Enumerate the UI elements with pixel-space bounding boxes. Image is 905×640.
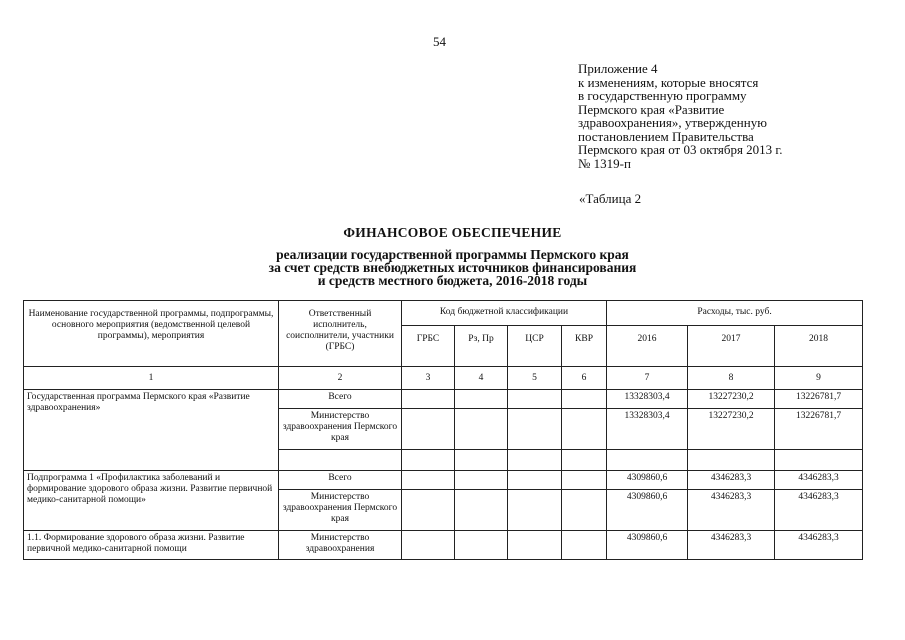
- cell-empty: [508, 471, 562, 490]
- value-2016: 4309860,6: [607, 471, 688, 490]
- cell-empty: [455, 531, 508, 560]
- cell-empty: [508, 450, 562, 471]
- header-rz-pr: Рз, Пр: [455, 326, 508, 367]
- value-2017: 13227230,2: [688, 390, 775, 409]
- cell-empty: [402, 450, 455, 471]
- value-2018: [775, 450, 863, 471]
- value-2018: 13226781,7: [775, 390, 863, 409]
- table-header-row: [24, 301, 863, 326]
- col-number: 8: [688, 367, 775, 390]
- value-2016: [607, 450, 688, 471]
- cell-empty: [562, 531, 607, 560]
- cell-empty: [508, 409, 562, 450]
- cell-empty: [562, 490, 607, 531]
- table-row: [24, 471, 863, 490]
- table-reference: «Таблица 2: [579, 191, 642, 206]
- appendix-line: Пермского края от 03 октября 2013 г.: [578, 142, 783, 157]
- cell-empty: [508, 490, 562, 531]
- cell-empty: [402, 390, 455, 409]
- financing-table: [23, 300, 863, 560]
- value-2018: 4346283,3: [775, 490, 863, 531]
- value-2017: 4346283,3: [688, 531, 775, 560]
- value-2016: 13328303,4: [607, 390, 688, 409]
- appendix-line: к изменениям, которые вносятся: [578, 74, 759, 90]
- row-responsible: Министерство здравоохранения Пермского края: [279, 490, 402, 531]
- value-2018: 4346283,3: [775, 471, 863, 490]
- col-number: 6: [562, 367, 607, 390]
- row-name-program: Государственная программа Пермского края «Развитие здравоохранения»: [24, 390, 279, 471]
- cell-empty: [508, 390, 562, 409]
- cell-empty: [455, 390, 508, 409]
- row-responsible: [279, 450, 402, 471]
- table-row: [24, 531, 863, 560]
- row-name-activity: 1.1. Формирование здорового образа жизни. Развитие первичной медико-санитарной помощи: [24, 531, 279, 560]
- col-number: 9: [775, 367, 863, 390]
- cell-empty: [455, 409, 508, 450]
- cell-empty: [562, 409, 607, 450]
- value-2017: [688, 450, 775, 471]
- appendix-line: в государственную программу: [578, 88, 747, 103]
- cell-empty: [402, 409, 455, 450]
- value-2018: 13226781,7: [775, 409, 863, 450]
- cell-empty: [455, 471, 508, 490]
- header-year-2018: 2018: [775, 326, 863, 367]
- row-responsible: Министерство здравоохранения Пермского края: [279, 409, 402, 450]
- row-responsible: Всего: [279, 471, 402, 490]
- appendix-line: здравоохранения», утвержденную: [578, 115, 767, 130]
- value-2016: 4309860,6: [607, 531, 688, 560]
- value-2016: 13328303,4: [607, 409, 688, 450]
- header-year-2017: 2017: [688, 326, 775, 367]
- header-kvr: КВР: [562, 326, 607, 367]
- header-expenses: Расходы, тыс. руб.: [607, 301, 863, 326]
- cell-empty: [455, 490, 508, 531]
- cell-empty: [562, 390, 607, 409]
- value-2017: 4346283,3: [688, 471, 775, 490]
- col-number: 2: [279, 367, 402, 390]
- subtitle-line: за счет средств внебюджетных источников финансирования: [268, 260, 637, 275]
- cell-empty: [402, 531, 455, 560]
- appendix-line: № 1319-п: [578, 155, 631, 171]
- document-subtitle: [0, 248, 905, 287]
- cell-empty: [508, 531, 562, 560]
- col-number: 7: [607, 367, 688, 390]
- cell-empty: [402, 490, 455, 531]
- value-2016: 4309860,6: [607, 490, 688, 531]
- header-responsible: Ответственный исполнитель, соисполнители, участники (ГРБС): [279, 301, 402, 367]
- row-responsible: Министерство здравоохранения: [279, 531, 402, 560]
- cell-empty: [455, 450, 508, 471]
- cell-empty: [562, 450, 607, 471]
- table-row: [24, 390, 863, 409]
- value-2018: 4346283,3: [775, 531, 863, 560]
- col-number: 4: [455, 367, 508, 390]
- subtitle-line: и средств местного бюджета, 2016-2018 годы: [317, 273, 588, 288]
- header-year-2016: 2016: [607, 326, 688, 367]
- cell-empty: [562, 471, 607, 490]
- row-name-subprogram: Подпрограмма 1 «Профилактика заболеваний и формирование здорового образа жизни. Развитие первичной медико-санитарной помощи»: [24, 471, 279, 531]
- col-number: 1: [24, 367, 279, 390]
- col-number: 3: [402, 367, 455, 390]
- appendix-line: Пермского края «Развитие: [578, 101, 725, 117]
- header-name: Наименование государственной программы, подпрограммы, основного мероприятия (ведомственной целевой программы), мероприятия: [24, 301, 279, 367]
- appendix-line: Приложение 4: [578, 61, 658, 76]
- document-title: ФИНАНСОВОЕ ОБЕСПЕЧЕНИЕ: [343, 225, 562, 240]
- header-grbs: ГРБС: [402, 326, 455, 367]
- row-responsible: Всего: [279, 390, 402, 409]
- header-budget-code: Код бюджетной классификации: [402, 301, 607, 326]
- value-2017: 13227230,2: [688, 409, 775, 450]
- value-2017: 4346283,3: [688, 490, 775, 531]
- appendix-line: постановлением Правительства: [578, 128, 754, 144]
- subtitle-line: реализации государственной программы Пермского края: [276, 247, 629, 262]
- page-number: 54: [433, 34, 446, 49]
- cell-empty: [402, 471, 455, 490]
- col-number: 5: [508, 367, 562, 390]
- header-csr: ЦСР: [508, 326, 562, 367]
- appendix-note: [578, 62, 878, 170]
- column-number-row: [24, 367, 863, 390]
